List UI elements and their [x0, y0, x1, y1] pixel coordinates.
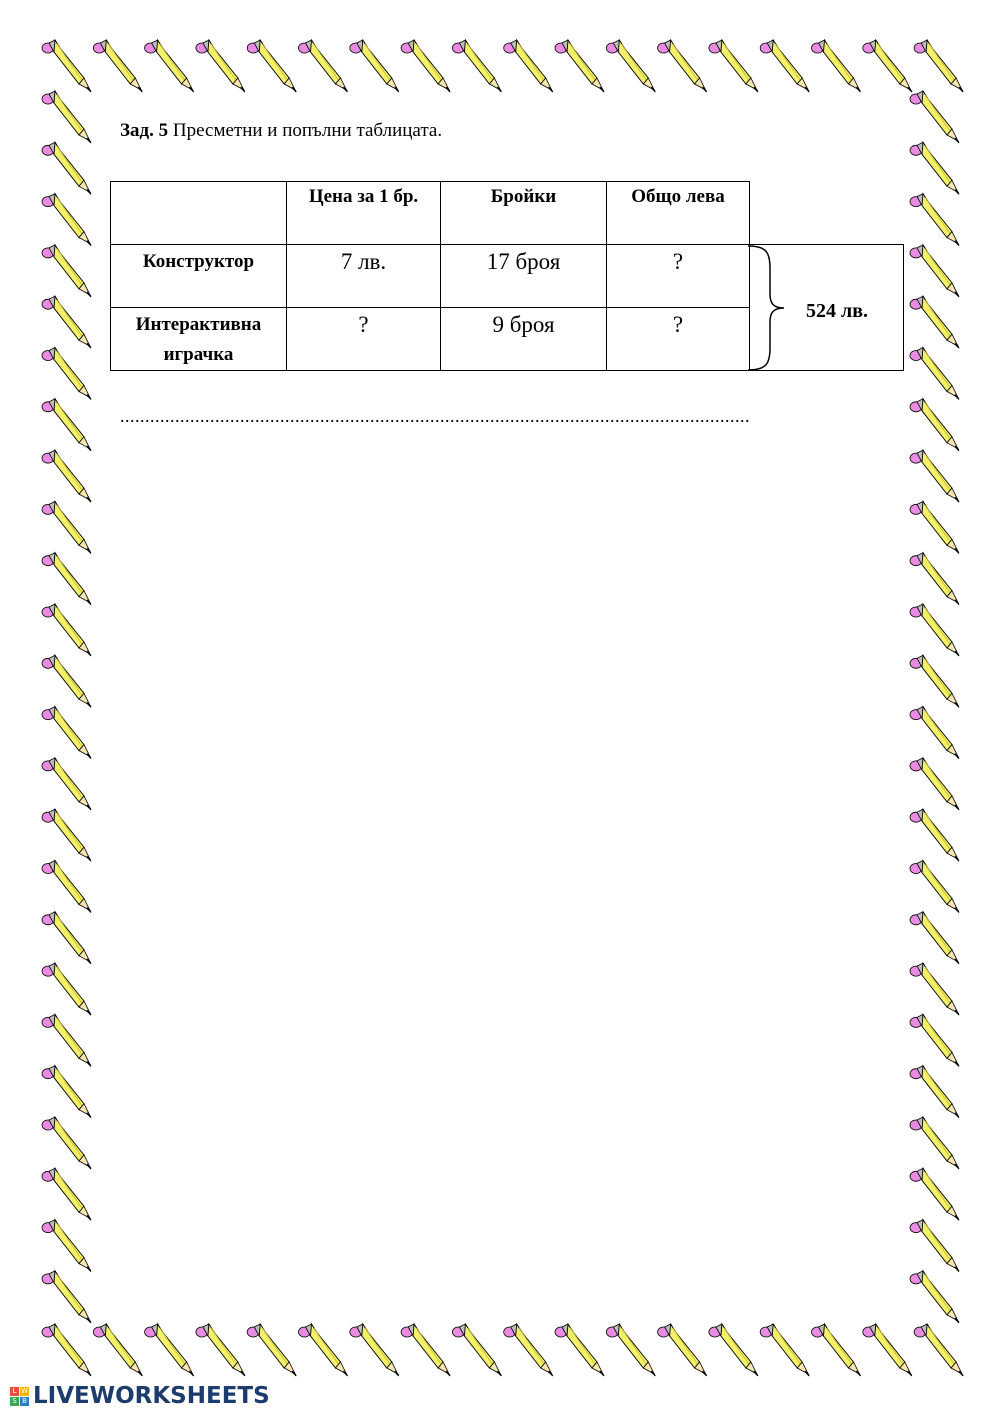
pencil-icon [401, 40, 450, 92]
table-row [111, 245, 750, 308]
pencil-icon [910, 399, 959, 451]
pencil-icon [42, 501, 91, 553]
pencil-icon [196, 40, 245, 92]
total-answer-blank[interactable]: ? [672, 249, 684, 274]
pencil-icon [42, 758, 91, 810]
pencil-icon [299, 1324, 348, 1376]
header-count-cell [441, 182, 607, 245]
pencil-icon [812, 1324, 861, 1376]
pencil-icon [42, 1324, 91, 1376]
pencil-icon [42, 809, 91, 861]
header-total-cell [607, 182, 750, 245]
pencil-icon [910, 707, 959, 759]
pencil-icon [145, 40, 194, 92]
pencil-icon [452, 40, 501, 92]
pencil-icon [42, 912, 91, 964]
pencil-icon [504, 1324, 553, 1376]
pencil-icon [42, 450, 91, 502]
pencil-icon [863, 1324, 912, 1376]
pencil-icon [606, 1324, 655, 1376]
pencil-icon [42, 245, 91, 297]
row-label-cell [111, 245, 287, 308]
pencil-icon [42, 142, 91, 194]
pencil-icon [42, 40, 91, 92]
pencil-icon [42, 655, 91, 707]
logo-text: LIVEWORKSHEETS [33, 1383, 270, 1409]
grand-total-value: 524 лв. [806, 300, 869, 322]
pencil-icon [42, 1117, 91, 1169]
answer-line[interactable]: .............................................................................................................................. [120, 406, 750, 426]
header-price-cell [287, 182, 441, 245]
price-answer-blank[interactable]: ? [358, 312, 369, 337]
pencil-icon [350, 1324, 399, 1376]
pencil-icon [42, 91, 91, 143]
count-cell [441, 308, 607, 371]
pencil-icon [910, 245, 959, 297]
pencil-icon [658, 40, 707, 92]
count-value: 17 броя [486, 249, 561, 274]
pencil-icon [709, 40, 758, 92]
pencil-icon [910, 861, 959, 913]
total-answer-blank[interactable]: ? [672, 312, 684, 337]
row-label-interactive-line1: Интерактивна [135, 314, 262, 335]
pencil-icon [247, 1324, 296, 1376]
logo-squares-icon: L W S B [10, 1387, 29, 1406]
pencil-icon [196, 1324, 245, 1376]
pencil-icon [910, 91, 959, 143]
pencil-icon [350, 40, 399, 92]
pencil-icon [910, 758, 959, 810]
pencil-icon [555, 1324, 604, 1376]
pencil-icon [910, 142, 959, 194]
pencil-icon [42, 861, 91, 913]
task-number: Зад. 5 [120, 120, 169, 141]
header-empty-cell [111, 182, 287, 245]
total-cell[interactable] [607, 245, 750, 308]
pencil-icon [910, 809, 959, 861]
pencil-icon [812, 40, 861, 92]
pencil-icon [910, 194, 959, 246]
count-value: 9 броя [492, 312, 555, 337]
count-cell [441, 245, 607, 308]
pencil-icon [42, 348, 91, 400]
pencil-icon [145, 1324, 194, 1376]
pencil-icon [42, 1271, 91, 1323]
pencil-icon [93, 1324, 142, 1376]
pencil-icon [910, 1014, 959, 1066]
pencil-icon [401, 1324, 450, 1376]
row-label-cell [111, 308, 287, 371]
total-cell[interactable] [607, 308, 750, 371]
pencil-icon [910, 604, 959, 656]
pencil-icon [863, 40, 912, 92]
header-total: Общо лева [631, 186, 725, 207]
pencil-icon [42, 707, 91, 759]
pencil-icon [910, 1168, 959, 1220]
task-heading [120, 120, 442, 142]
pencil-icon [910, 553, 959, 605]
pencil-icon [606, 40, 655, 92]
pencil-icon [910, 655, 959, 707]
pencil-icon [910, 296, 959, 348]
pencil-icon [42, 553, 91, 605]
pencil-icon [910, 501, 959, 553]
row-label-constructor: Конструктор [142, 251, 255, 272]
pencil-icon [42, 1220, 91, 1272]
price-cell[interactable] [287, 308, 441, 371]
header-count: Бройки [490, 186, 557, 207]
pencil-icon [910, 1220, 959, 1272]
pencil-icon [504, 40, 553, 92]
price-cell [287, 245, 441, 308]
pencil-icon [910, 348, 959, 400]
table-header-row [111, 182, 750, 245]
pencil-icon [910, 1271, 959, 1323]
row-label-interactive-line2: играчка [163, 344, 234, 365]
pencil-icon [760, 1324, 809, 1376]
pencil-icon [555, 40, 604, 92]
pencil-icon [709, 1324, 758, 1376]
pencil-icon [910, 963, 959, 1015]
pencil-icon [914, 40, 963, 92]
pencil-icon [42, 963, 91, 1015]
pencil-icon [42, 1066, 91, 1118]
pencil-icon [452, 1324, 501, 1376]
pencil-icon [42, 1014, 91, 1066]
table-row [111, 308, 750, 371]
header-price: Цена за 1 бр. [308, 186, 419, 207]
pencil-icon [42, 399, 91, 451]
pencil-icon [760, 40, 809, 92]
curly-brace-icon [744, 242, 804, 374]
pencil-icon [42, 296, 91, 348]
pencil-icon [910, 450, 959, 502]
pencil-icon [247, 40, 296, 92]
price-value: 7 лв. [340, 249, 387, 274]
pencil-icon [910, 1066, 959, 1118]
pencil-icon [299, 40, 348, 92]
pencil-icon [42, 604, 91, 656]
pencil-icon [914, 1324, 963, 1376]
pencil-icon [658, 1324, 707, 1376]
pencil-icon [93, 40, 142, 92]
pencil-icon [910, 912, 959, 964]
task-instruction: Пресметни и попълни таблицата. [172, 120, 443, 141]
pencil-icon [910, 1117, 959, 1169]
liveworksheets-logo [10, 1383, 270, 1409]
pencil-icon [42, 1168, 91, 1220]
pencil-icon [42, 194, 91, 246]
price-table [110, 181, 750, 371]
